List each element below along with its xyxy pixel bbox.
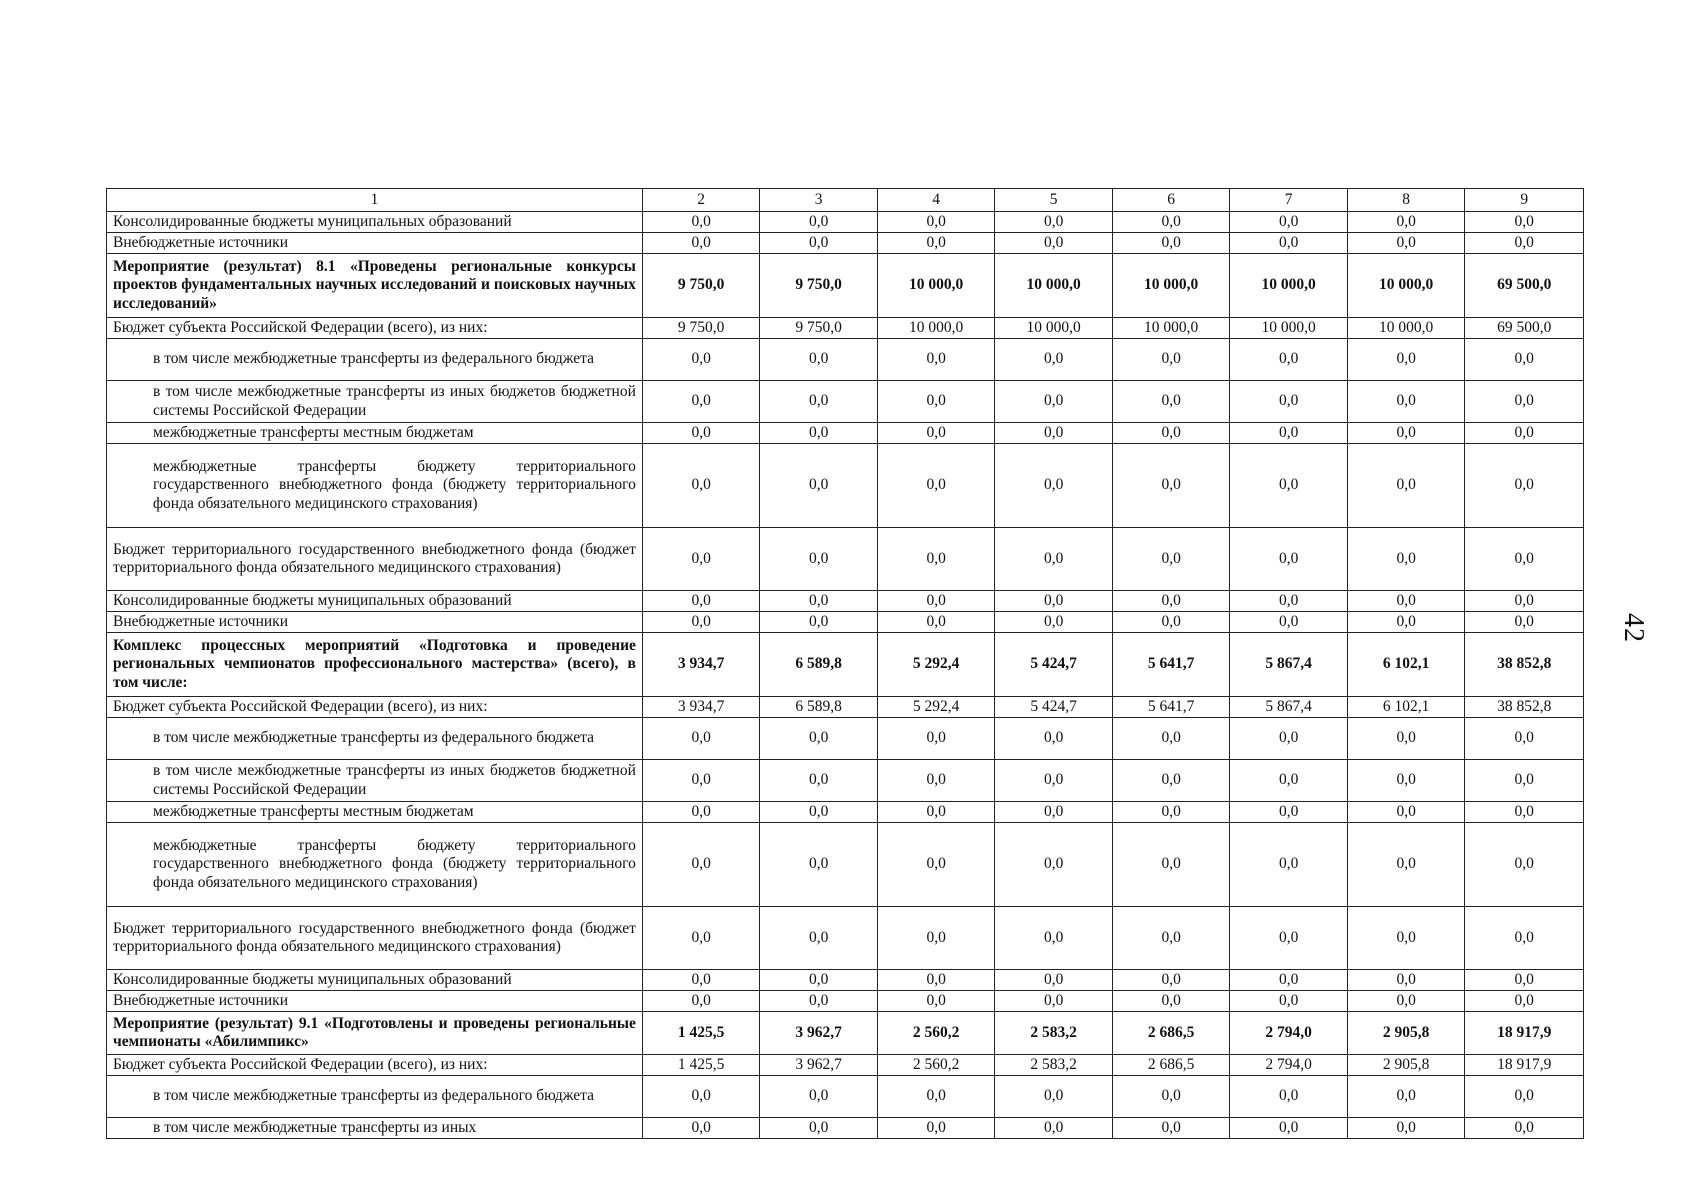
page-number: 42 <box>1618 613 1649 643</box>
row-label: в том числе межбюджетные трансферты из федерального бюджета <box>107 718 643 760</box>
value-cell-col-9: 0,0 <box>1465 1076 1584 1118</box>
row-label: Консолидированные бюджеты муниципальных образований <box>107 212 643 233</box>
header-cell-col-9: 9 <box>1465 189 1584 212</box>
value-cell-col-8: 0,0 <box>1347 444 1465 528</box>
value-cell-col-5: 0,0 <box>995 339 1113 381</box>
value-cell-col-7: 0,0 <box>1230 233 1348 254</box>
value-cell-col-9: 69 500,0 <box>1465 254 1584 318</box>
value-cell-col-7: 0,0 <box>1230 907 1348 970</box>
value-cell-col-4: 0,0 <box>877 970 995 991</box>
header-cell-col-5: 5 <box>995 189 1113 212</box>
value-cell-col-6: 0,0 <box>1112 718 1230 760</box>
row-label: Внебюджетные источники <box>107 612 643 633</box>
value-cell-col-8: 0,0 <box>1347 339 1465 381</box>
value-cell-col-5: 0,0 <box>995 1076 1113 1118</box>
value-cell-col-6: 0,0 <box>1112 1118 1230 1139</box>
value-cell-col-4: 0,0 <box>877 591 995 612</box>
value-cell-col-4: 0,0 <box>877 423 995 444</box>
value-cell-col-5: 0,0 <box>995 423 1113 444</box>
value-cell-col-2: 9 750,0 <box>642 318 760 339</box>
table-row <box>107 591 1584 612</box>
value-cell-col-8: 0,0 <box>1347 760 1465 802</box>
table-row <box>107 528 1584 591</box>
value-cell-col-8: 0,0 <box>1347 528 1465 591</box>
value-cell-col-4: 0,0 <box>877 212 995 233</box>
value-cell-col-7: 0,0 <box>1230 802 1348 823</box>
row-label: Внебюджетные источники <box>107 233 643 254</box>
value-cell-col-8: 0,0 <box>1347 718 1465 760</box>
value-cell-col-3: 0,0 <box>760 970 878 991</box>
value-cell-col-8: 0,0 <box>1347 212 1465 233</box>
value-cell-col-5: 0,0 <box>995 233 1113 254</box>
value-cell-col-8: 10 000,0 <box>1347 254 1465 318</box>
value-cell-col-4: 0,0 <box>877 760 995 802</box>
value-cell-col-3: 0,0 <box>760 528 878 591</box>
row-label: межбюджетные трансферты местным бюджетам <box>107 423 643 444</box>
row-label: в том числе межбюджетные трансферты из иных <box>107 1118 643 1139</box>
table-row <box>107 444 1584 528</box>
value-cell-col-6: 0,0 <box>1112 760 1230 802</box>
value-cell-col-6: 0,0 <box>1112 233 1230 254</box>
row-label: Бюджет субъекта Российской Федерации (всего), из них: <box>107 1055 643 1076</box>
header-cell-col-4: 4 <box>877 189 995 212</box>
table-row <box>107 1055 1584 1076</box>
value-cell-col-6: 2 686,5 <box>1112 1012 1230 1055</box>
value-cell-col-7: 0,0 <box>1230 381 1348 423</box>
value-cell-col-7: 0,0 <box>1230 718 1348 760</box>
table-row <box>107 212 1584 233</box>
value-cell-col-5: 0,0 <box>995 718 1113 760</box>
value-cell-col-5: 0,0 <box>995 760 1113 802</box>
value-cell-col-5: 10 000,0 <box>995 318 1113 339</box>
value-cell-col-5: 0,0 <box>995 802 1113 823</box>
value-cell-col-4: 2 560,2 <box>877 1012 995 1055</box>
value-cell-col-8: 0,0 <box>1347 823 1465 907</box>
value-cell-col-9: 0,0 <box>1465 823 1584 907</box>
value-cell-col-4: 10 000,0 <box>877 254 995 318</box>
value-cell-col-7: 5 867,4 <box>1230 633 1348 697</box>
header-cell-col-1: 1 <box>107 189 643 212</box>
value-cell-col-8: 0,0 <box>1347 907 1465 970</box>
value-cell-col-2: 0,0 <box>642 991 760 1012</box>
value-cell-col-5: 5 424,7 <box>995 633 1113 697</box>
row-label: Мероприятие (результат) 9.1 «Подготовлены и проведены региональные чемпионаты «Абилимпикс» <box>107 1012 643 1055</box>
value-cell-col-2: 3 934,7 <box>642 633 760 697</box>
value-cell-col-5: 2 583,2 <box>995 1012 1113 1055</box>
value-cell-col-7: 0,0 <box>1230 970 1348 991</box>
value-cell-col-4: 0,0 <box>877 907 995 970</box>
value-cell-col-6: 0,0 <box>1112 1076 1230 1118</box>
value-cell-col-2: 9 750,0 <box>642 254 760 318</box>
value-cell-col-3: 0,0 <box>760 233 878 254</box>
value-cell-col-4: 0,0 <box>877 1118 995 1139</box>
row-label: в том числе межбюджетные трансферты из иных бюджетов бюджетной системы Российской Федерации <box>107 760 643 802</box>
value-cell-col-9: 0,0 <box>1465 802 1584 823</box>
table-row <box>107 970 1584 991</box>
value-cell-col-2: 0,0 <box>642 528 760 591</box>
value-cell-col-2: 0,0 <box>642 907 760 970</box>
table-body <box>107 189 1584 1139</box>
value-cell-col-6: 0,0 <box>1112 970 1230 991</box>
value-cell-col-8: 0,0 <box>1347 233 1465 254</box>
value-cell-col-8: 10 000,0 <box>1347 318 1465 339</box>
value-cell-col-6: 0,0 <box>1112 423 1230 444</box>
value-cell-col-6: 0,0 <box>1112 339 1230 381</box>
value-cell-col-6: 0,0 <box>1112 591 1230 612</box>
value-cell-col-9: 0,0 <box>1465 381 1584 423</box>
value-cell-col-8: 0,0 <box>1347 1076 1465 1118</box>
value-cell-col-3: 6 589,8 <box>760 633 878 697</box>
row-label: в том числе межбюджетные трансферты из федерального бюджета <box>107 1076 643 1118</box>
value-cell-col-5: 0,0 <box>995 212 1113 233</box>
table-row <box>107 697 1584 718</box>
value-cell-col-3: 0,0 <box>760 444 878 528</box>
header-cell-col-7: 7 <box>1230 189 1348 212</box>
value-cell-col-3: 0,0 <box>760 1118 878 1139</box>
value-cell-col-4: 0,0 <box>877 718 995 760</box>
table-row <box>107 991 1584 1012</box>
value-cell-col-5: 0,0 <box>995 970 1113 991</box>
value-cell-col-8: 2 905,8 <box>1347 1055 1465 1076</box>
value-cell-col-7: 0,0 <box>1230 1118 1348 1139</box>
value-cell-col-6: 0,0 <box>1112 612 1230 633</box>
value-cell-col-7: 0,0 <box>1230 212 1348 233</box>
value-cell-col-9: 0,0 <box>1465 233 1584 254</box>
value-cell-col-9: 0,0 <box>1465 591 1584 612</box>
row-label: Бюджет субъекта Российской Федерации (всего), из них: <box>107 318 643 339</box>
value-cell-col-3: 0,0 <box>760 381 878 423</box>
table-row <box>107 1118 1584 1139</box>
value-cell-col-5: 0,0 <box>995 991 1113 1012</box>
value-cell-col-2: 3 934,7 <box>642 697 760 718</box>
value-cell-col-3: 0,0 <box>760 212 878 233</box>
value-cell-col-8: 2 905,8 <box>1347 1012 1465 1055</box>
value-cell-col-5: 2 583,2 <box>995 1055 1113 1076</box>
value-cell-col-9: 0,0 <box>1465 612 1584 633</box>
value-cell-col-2: 0,0 <box>642 381 760 423</box>
value-cell-col-9: 0,0 <box>1465 444 1584 528</box>
row-label: Внебюджетные источники <box>107 991 643 1012</box>
value-cell-col-3: 0,0 <box>760 718 878 760</box>
value-cell-col-6: 5 641,7 <box>1112 697 1230 718</box>
table-row <box>107 318 1584 339</box>
value-cell-col-3: 0,0 <box>760 991 878 1012</box>
value-cell-col-7: 0,0 <box>1230 423 1348 444</box>
value-cell-col-3: 3 962,7 <box>760 1055 878 1076</box>
value-cell-col-7: 0,0 <box>1230 339 1348 381</box>
value-cell-col-2: 1 425,5 <box>642 1012 760 1055</box>
table-row <box>107 823 1584 907</box>
value-cell-col-2: 0,0 <box>642 233 760 254</box>
value-cell-col-5: 5 424,7 <box>995 697 1113 718</box>
value-cell-col-7: 0,0 <box>1230 591 1348 612</box>
value-cell-col-8: 0,0 <box>1347 591 1465 612</box>
value-cell-col-9: 0,0 <box>1465 718 1584 760</box>
table-row <box>107 423 1584 444</box>
value-cell-col-3: 0,0 <box>760 823 878 907</box>
value-cell-col-7: 0,0 <box>1230 760 1348 802</box>
value-cell-col-2: 0,0 <box>642 444 760 528</box>
table-row <box>107 907 1584 970</box>
value-cell-col-9: 0,0 <box>1465 339 1584 381</box>
value-cell-col-4: 0,0 <box>877 233 995 254</box>
value-cell-col-4: 0,0 <box>877 1076 995 1118</box>
value-cell-col-5: 0,0 <box>995 591 1113 612</box>
value-cell-col-2: 0,0 <box>642 970 760 991</box>
value-cell-col-9: 18 917,9 <box>1465 1055 1584 1076</box>
value-cell-col-4: 0,0 <box>877 528 995 591</box>
table-row <box>107 233 1584 254</box>
value-cell-col-7: 0,0 <box>1230 612 1348 633</box>
value-cell-col-9: 0,0 <box>1465 970 1584 991</box>
value-cell-col-8: 0,0 <box>1347 991 1465 1012</box>
value-cell-col-3: 9 750,0 <box>760 254 878 318</box>
value-cell-col-8: 0,0 <box>1347 802 1465 823</box>
header-cell-col-2: 2 <box>642 189 760 212</box>
value-cell-col-3: 0,0 <box>760 339 878 381</box>
value-cell-col-4: 0,0 <box>877 991 995 1012</box>
value-cell-col-6: 0,0 <box>1112 444 1230 528</box>
value-cell-col-2: 0,0 <box>642 612 760 633</box>
value-cell-col-8: 6 102,1 <box>1347 697 1465 718</box>
value-cell-col-7: 0,0 <box>1230 991 1348 1012</box>
value-cell-col-2: 1 425,5 <box>642 1055 760 1076</box>
value-cell-col-2: 0,0 <box>642 802 760 823</box>
value-cell-col-4: 0,0 <box>877 339 995 381</box>
table-row <box>107 760 1584 802</box>
value-cell-col-2: 0,0 <box>642 423 760 444</box>
header-cell-col-3: 3 <box>760 189 878 212</box>
value-cell-col-3: 0,0 <box>760 760 878 802</box>
row-label: межбюджетные трансферты местным бюджетам <box>107 802 643 823</box>
value-cell-col-7: 0,0 <box>1230 528 1348 591</box>
row-label: Комплекс процессных мероприятий «Подготовка и проведение региональных чемпионатов профессионального мастерства» (всего), в том числе: <box>107 633 643 697</box>
value-cell-col-4: 0,0 <box>877 381 995 423</box>
table-row <box>107 718 1584 760</box>
value-cell-col-9: 38 852,8 <box>1465 633 1584 697</box>
value-cell-col-7: 10 000,0 <box>1230 318 1348 339</box>
value-cell-col-3: 0,0 <box>760 1076 878 1118</box>
value-cell-col-3: 0,0 <box>760 612 878 633</box>
value-cell-col-9: 0,0 <box>1465 991 1584 1012</box>
table-row <box>107 802 1584 823</box>
table-row <box>107 254 1584 318</box>
value-cell-col-9: 0,0 <box>1465 760 1584 802</box>
row-label: межбюджетные трансферты бюджету территориального государственного внебюджетного фонда (бюджету территориального фонда обязательного медицинского страхования) <box>107 823 643 907</box>
value-cell-col-4: 5 292,4 <box>877 633 995 697</box>
value-cell-col-6: 0,0 <box>1112 907 1230 970</box>
header-cell-col-6: 6 <box>1112 189 1230 212</box>
value-cell-col-7: 5 867,4 <box>1230 697 1348 718</box>
value-cell-col-2: 0,0 <box>642 1118 760 1139</box>
row-label: в том числе межбюджетные трансферты из иных бюджетов бюджетной системы Российской Федерации <box>107 381 643 423</box>
value-cell-col-9: 0,0 <box>1465 528 1584 591</box>
table-row <box>107 339 1584 381</box>
value-cell-col-4: 10 000,0 <box>877 318 995 339</box>
row-label: в том числе межбюджетные трансферты из федерального бюджета <box>107 339 643 381</box>
table-row <box>107 1076 1584 1118</box>
value-cell-col-2: 0,0 <box>642 339 760 381</box>
value-cell-col-9: 18 917,9 <box>1465 1012 1584 1055</box>
value-cell-col-6: 0,0 <box>1112 212 1230 233</box>
value-cell-col-5: 0,0 <box>995 1118 1113 1139</box>
value-cell-col-8: 0,0 <box>1347 1118 1465 1139</box>
value-cell-col-6: 10 000,0 <box>1112 254 1230 318</box>
row-label: Консолидированные бюджеты муниципальных образований <box>107 591 643 612</box>
value-cell-col-6: 0,0 <box>1112 991 1230 1012</box>
value-cell-col-2: 0,0 <box>642 823 760 907</box>
row-label: межбюджетные трансферты бюджету территориального государственного внебюджетного фонда (бюджету территориального фонда обязательного медицинского страхования) <box>107 444 643 528</box>
value-cell-col-7: 10 000,0 <box>1230 254 1348 318</box>
value-cell-col-3: 0,0 <box>760 591 878 612</box>
value-cell-col-2: 0,0 <box>642 212 760 233</box>
value-cell-col-2: 0,0 <box>642 1076 760 1118</box>
value-cell-col-5: 0,0 <box>995 823 1113 907</box>
value-cell-col-6: 5 641,7 <box>1112 633 1230 697</box>
value-cell-col-2: 0,0 <box>642 591 760 612</box>
value-cell-col-3: 0,0 <box>760 423 878 444</box>
table-row <box>107 633 1584 697</box>
value-cell-col-8: 0,0 <box>1347 423 1465 444</box>
value-cell-col-7: 2 794,0 <box>1230 1055 1348 1076</box>
row-label: Консолидированные бюджеты муниципальных образований <box>107 970 643 991</box>
value-cell-col-3: 6 589,8 <box>760 697 878 718</box>
value-cell-col-4: 0,0 <box>877 612 995 633</box>
value-cell-col-5: 0,0 <box>995 381 1113 423</box>
value-cell-col-7: 0,0 <box>1230 1076 1348 1118</box>
value-cell-col-4: 0,0 <box>877 823 995 907</box>
row-label: Бюджет территориального государственного внебюджетного фонда (бюджет территориального фонда обязательного медицинского страхования) <box>107 907 643 970</box>
value-cell-col-6: 10 000,0 <box>1112 318 1230 339</box>
value-cell-col-5: 0,0 <box>995 907 1113 970</box>
value-cell-col-5: 0,0 <box>995 444 1113 528</box>
value-cell-col-3: 3 962,7 <box>760 1012 878 1055</box>
value-cell-col-3: 0,0 <box>760 907 878 970</box>
value-cell-col-8: 0,0 <box>1347 381 1465 423</box>
header-cell-col-8: 8 <box>1347 189 1465 212</box>
row-label: Мероприятие (результат) 8.1 «Проведены региональные конкурсы проектов фундаментальных научных исследований и поисковых научных исследований» <box>107 254 643 318</box>
value-cell-col-7: 2 794,0 <box>1230 1012 1348 1055</box>
value-cell-col-8: 6 102,1 <box>1347 633 1465 697</box>
value-cell-col-6: 0,0 <box>1112 823 1230 907</box>
value-cell-col-9: 69 500,0 <box>1465 318 1584 339</box>
value-cell-col-4: 5 292,4 <box>877 697 995 718</box>
value-cell-col-4: 0,0 <box>877 444 995 528</box>
value-cell-col-4: 2 560,2 <box>877 1055 995 1076</box>
header-row <box>107 189 1584 212</box>
table-row <box>107 1012 1584 1055</box>
value-cell-col-6: 2 686,5 <box>1112 1055 1230 1076</box>
value-cell-col-9: 0,0 <box>1465 907 1584 970</box>
value-cell-col-5: 10 000,0 <box>995 254 1113 318</box>
value-cell-col-3: 9 750,0 <box>760 318 878 339</box>
value-cell-col-5: 0,0 <box>995 528 1113 591</box>
table-row <box>107 381 1584 423</box>
value-cell-col-5: 0,0 <box>995 612 1113 633</box>
value-cell-col-2: 0,0 <box>642 718 760 760</box>
value-cell-col-9: 0,0 <box>1465 423 1584 444</box>
value-cell-col-4: 0,0 <box>877 802 995 823</box>
value-cell-col-6: 0,0 <box>1112 802 1230 823</box>
value-cell-col-6: 0,0 <box>1112 528 1230 591</box>
value-cell-col-9: 0,0 <box>1465 212 1584 233</box>
value-cell-col-9: 38 852,8 <box>1465 697 1584 718</box>
value-cell-col-8: 0,0 <box>1347 970 1465 991</box>
value-cell-col-3: 0,0 <box>760 802 878 823</box>
value-cell-col-8: 0,0 <box>1347 612 1465 633</box>
value-cell-col-6: 0,0 <box>1112 381 1230 423</box>
table-row <box>107 612 1584 633</box>
value-cell-col-7: 0,0 <box>1230 444 1348 528</box>
row-label: Бюджет субъекта Российской Федерации (всего), из них: <box>107 697 643 718</box>
budget-table <box>106 188 1584 1139</box>
row-label: Бюджет территориального государственного внебюджетного фонда (бюджет территориального фонда обязательного медицинского страхования) <box>107 528 643 591</box>
value-cell-col-7: 0,0 <box>1230 823 1348 907</box>
value-cell-col-9: 0,0 <box>1465 1118 1584 1139</box>
value-cell-col-2: 0,0 <box>642 760 760 802</box>
